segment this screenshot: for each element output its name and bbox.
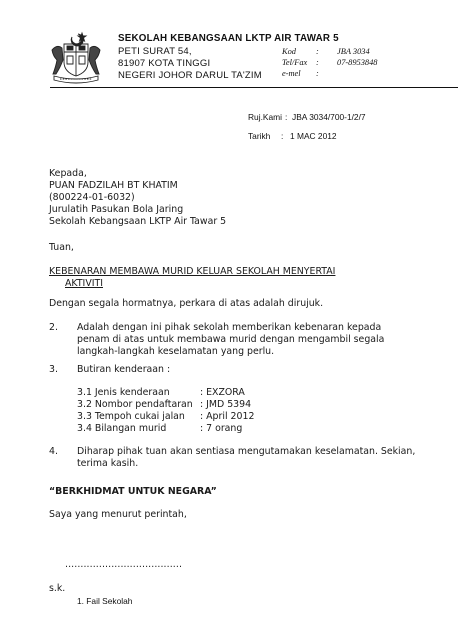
vehicle-type-label: 3.1 Jenis kenderaan	[77, 387, 170, 398]
contact-telfax-label: Tel/Fax	[282, 58, 308, 67]
paragraph-4-number: 4.	[49, 446, 58, 457]
ref-label: Ruj.Kami	[248, 112, 282, 122]
recipient-to: Kepada,	[49, 168, 87, 179]
sk-item-1: 1. Fail Sekolah	[77, 596, 133, 606]
paragraph-4-line-1: Diharap pihak tuan akan sentiasa mengutamakan keselamatan. Sekian,	[77, 446, 416, 457]
recipient-role: Jurulatih Pasukan Bola Jaring	[49, 204, 184, 215]
motto: “BERKHIDMAT UNTUK NEGARA”	[49, 486, 217, 497]
address-line-1: PETI SURAT 54,	[118, 46, 192, 57]
ref-value: JBA 3034/700-1/2/7	[292, 112, 366, 122]
paragraph-2-line-3: langkah-langkah keselamatan yang perlu.	[77, 346, 275, 357]
contact-telfax-value: 07-8953848	[337, 58, 378, 67]
road-tax-value: : April 2012	[200, 411, 255, 422]
coat-of-arms-emblem	[48, 30, 104, 84]
address-line-2: 81907 KOTA TINGGI	[118, 58, 211, 69]
date-label: Tarikh	[248, 131, 271, 141]
vehicle-plate-label: 3.2 Nombor pendaftaran	[77, 399, 193, 410]
ref-sep: :	[285, 112, 288, 122]
paragraph-2-line-1: Adalah dengan ini pihak sekolah memberikan kebenaran kepada	[77, 322, 382, 333]
subject-line-1: KEBENARAN MEMBAWA MURID KELUAR SEKOLAH MENYERTAI	[49, 266, 336, 277]
contact-telfax-sep: :	[316, 58, 319, 67]
sk-label: s.k.	[49, 583, 66, 594]
date-sep: :	[281, 131, 284, 141]
letterhead-divider	[50, 87, 458, 88]
subject-line-2: AKTIVITI	[65, 278, 103, 289]
student-count-label: 3.4 Bilangan murid	[77, 423, 167, 434]
recipient-ic: (800224-01-6032)	[49, 192, 135, 203]
closing-line: Saya yang menurut perintah,	[49, 509, 187, 520]
contact-code-sep: :	[316, 47, 319, 56]
student-count-value: : 7 orang	[200, 423, 243, 434]
paragraph-2-number: 2.	[49, 322, 58, 333]
road-tax-label: 3.3 Tempoh cukai jalan	[77, 411, 185, 422]
contact-email-label: e-mel	[282, 69, 301, 78]
contact-email-sep: :	[316, 69, 319, 78]
paragraph-4-line-2: terima kasih.	[77, 458, 139, 469]
signature-line: ......................................	[65, 559, 183, 570]
paragraph-1: Dengan segala hormatnya, perkara di atas adalah dirujuk.	[49, 298, 324, 309]
vehicle-plate-value: : JMD 5394	[200, 399, 252, 410]
recipient-school: Sekolah Kebangsaan LKTP Air Tawar 5	[49, 216, 227, 227]
contact-code-label: Kod	[282, 47, 296, 56]
salutation: Tuan,	[49, 242, 74, 253]
paragraph-2-line-2: penam di atas untuk membawa murid dengan mengambil segala	[77, 334, 385, 345]
contact-code-value: JBA 3034	[337, 47, 370, 56]
address-line-3: NEGERI JOHOR DARUL TA'ZIM	[118, 70, 262, 81]
vehicle-type-value: : EXZORA	[200, 387, 245, 398]
paragraph-3-intro: Butiran kenderaan :	[77, 364, 171, 375]
date-value: 1 MAC 2012	[290, 131, 337, 141]
recipient-name: PUAN FADZILAH BT KHATIM	[49, 180, 178, 191]
paragraph-3-number: 3.	[49, 364, 58, 375]
school-name: SEKOLAH KEBANGSAAN LKTP AIR TAWAR 5	[118, 33, 339, 44]
